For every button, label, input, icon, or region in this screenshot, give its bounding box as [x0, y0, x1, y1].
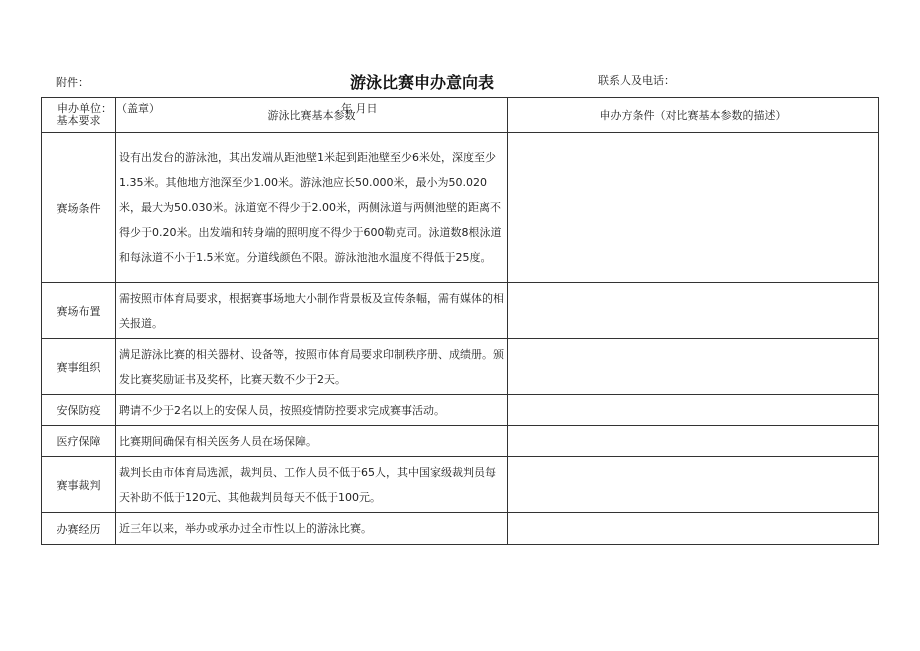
table-row [42, 133, 879, 283]
row-label: 赛场布置 [42, 283, 116, 339]
row-description: 满足游泳比赛的相关器材、设备等，按照市体育局要求印制秩序册、成绩册。颁发比赛奖励证书及奖杯，比赛天数不少于2天。 [116, 339, 508, 395]
row-response-cell[interactable] [508, 283, 879, 339]
row-description: 设有出发台的游泳池，其出发端从距池壁1米起到距池壁至少6米处，深度至少1.35米。其他地方池深至少1.00米。游泳池应长50.000米，最小为50.020米，最大为50.030米。泳道宽不得少于2.00米，两侧泳道与两侧池壁的距离不得少于0.20米。出发端和转身端的照明度不得少于600勒克司。泳道数8根泳道和每泳道不小于1.5米宽。分道线颜色不限。游泳池池水温度不得低于25度。 [116, 133, 508, 283]
row-response-cell[interactable] [508, 339, 879, 395]
row-label: 办赛经历 [42, 513, 116, 545]
table-row [42, 283, 879, 339]
row-description: 近三年以来，举办或承办过全市性以上的游泳比赛。 [116, 513, 508, 545]
row-description: 聘请不少于2名以上的安保人员，按照疫情防控要求完成赛事活动。 [116, 395, 508, 426]
row-label: 安保防疫 [42, 395, 116, 426]
stamp-label: （盖章） [116, 102, 160, 115]
contact-label: 联系人及电话： [598, 74, 675, 87]
row-description: 裁判长由市体育局选派，裁判员、工作人员不低于65人，其中国家级裁判员每天补助不低于120元、其他裁判员每天不低于100元。 [116, 457, 508, 513]
row-description: 需按照市体育局要求，根据赛事场地大小制作背景板及宣传条幅，需有媒体的相关报道。 [116, 283, 508, 339]
row-response-cell[interactable] [508, 426, 879, 457]
date-label: 年 月日 [341, 102, 378, 115]
header-competition-parameters: 游泳比赛基本参数 [116, 98, 508, 133]
row-label: 医疗保障 [42, 426, 116, 457]
row-label: 赛事裁判 [42, 457, 116, 513]
row-label: 赛场条件 [42, 133, 116, 283]
attachment-label: 附件： [56, 76, 89, 89]
application-form-table [41, 97, 879, 545]
table-header-row [42, 98, 879, 133]
table-row [42, 395, 879, 426]
form-title: 游泳比赛申办意向表 [350, 73, 495, 92]
row-response-cell[interactable] [508, 513, 879, 545]
row-response-cell[interactable] [508, 395, 879, 426]
header-applicant-conditions: 申办方条件（对比赛基本参数的描述） [508, 98, 879, 133]
table-row [42, 426, 879, 457]
header-basic-requirements: 基本要求 [42, 98, 116, 133]
table-row [42, 513, 879, 545]
table-row [42, 339, 879, 395]
row-description: 比赛期间确保有相关医务人员在场保障。 [116, 426, 508, 457]
applicant-unit-label: 申办单位： [57, 102, 112, 115]
row-label: 赛事组织 [42, 339, 116, 395]
row-response-cell[interactable] [508, 133, 879, 283]
table-row [42, 457, 879, 513]
row-response-cell[interactable] [508, 457, 879, 513]
